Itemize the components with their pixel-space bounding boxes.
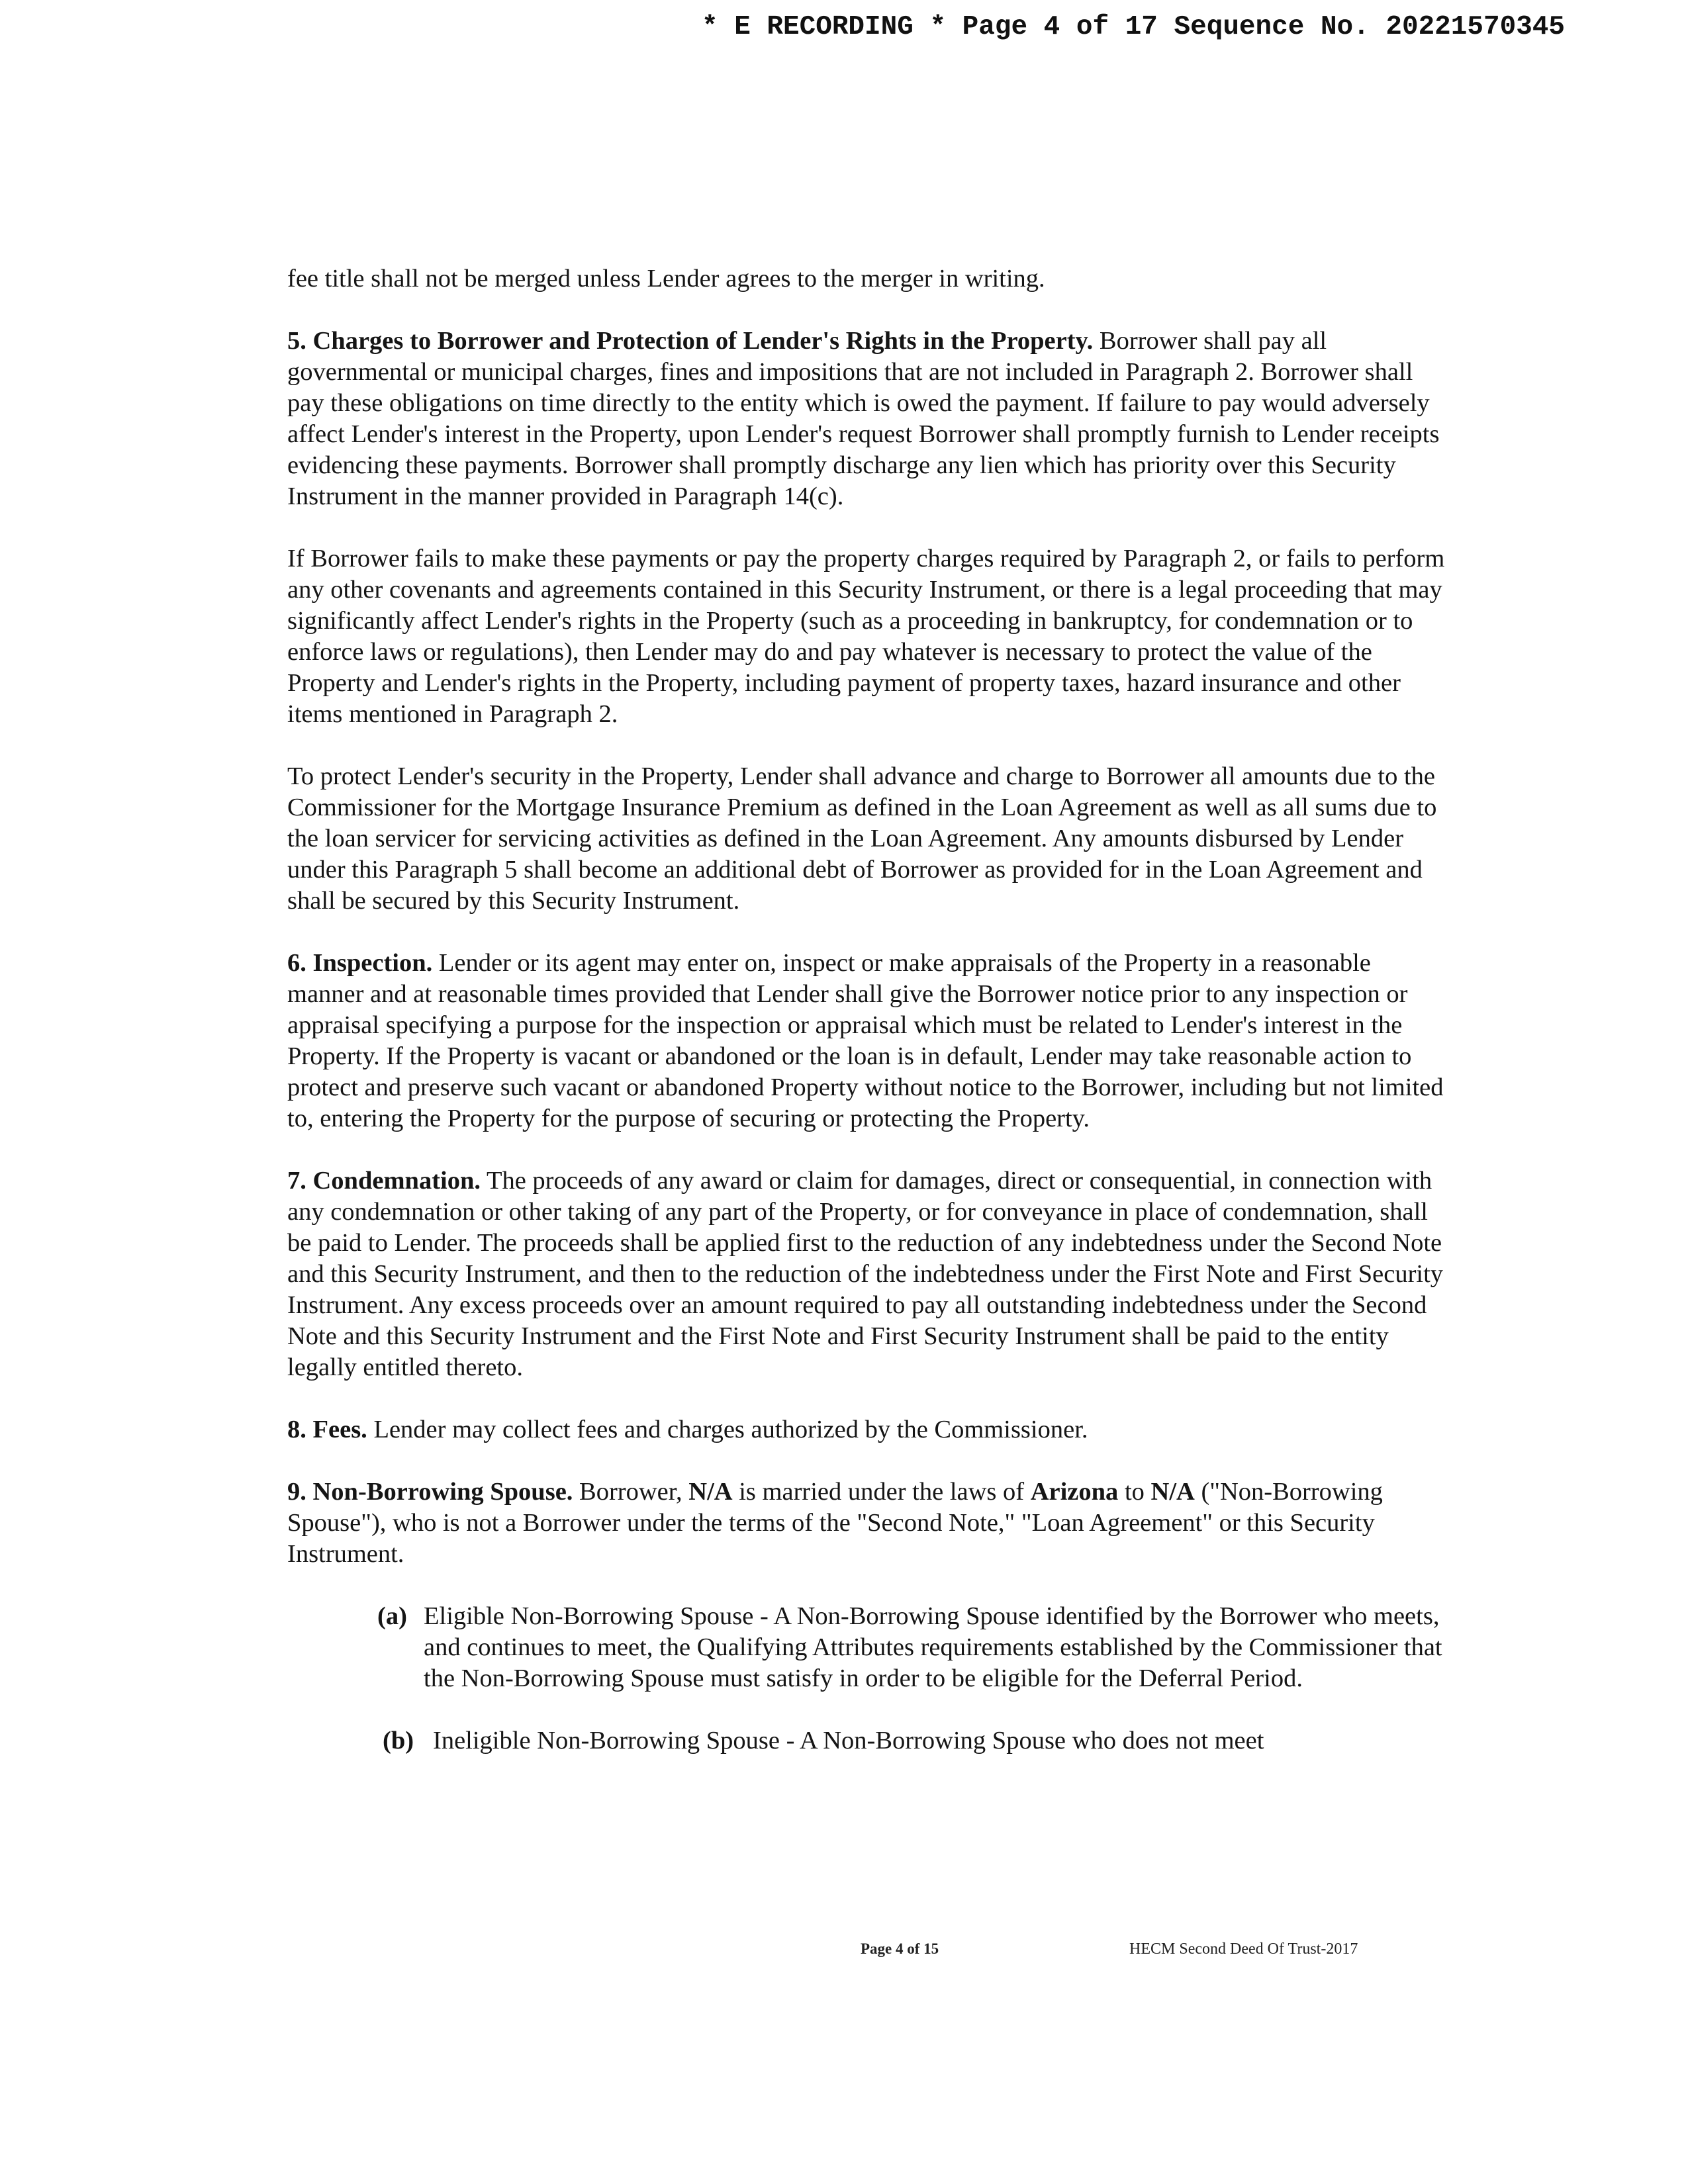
subsection-a bbox=[287, 1601, 1452, 1694]
borrower-name: N/A bbox=[688, 1478, 733, 1506]
subsection-b-text: Ineligible Non-Borrowing Spouse - A Non-Borrowing Spouse who does not meet bbox=[433, 1727, 1264, 1754]
section-5-text: Borrower shall pay all governmental or municipal charges, fines and impositions that are not included in Paragraph 2. Borrower shall pay these obligations on time directly to the entity which is owed the payment. If failure to pay would adversely affect Lender's interest in the Property, upon Lender's request Borrower shall promptly furnish to Lender receipts evidencing these payments. Borrower shall promptly discharge any lien which has priority over this Security Instrument in the manner provided in Paragraph 14(c). bbox=[287, 327, 1440, 510]
recording-header: * E RECORDING * Page 4 of 17 Sequence No. 20221570345 bbox=[702, 12, 1566, 42]
section-6-heading: 6. Inspection. bbox=[287, 949, 433, 977]
continuation-paragraph: fee title shall not be merged unless Lender agrees to the merger in writing. bbox=[287, 265, 1045, 293]
section-8-heading: 8. Fees. bbox=[287, 1416, 367, 1443]
section-7-paragraph bbox=[287, 1165, 1452, 1383]
spouse-name: N/A bbox=[1150, 1478, 1195, 1506]
section-9-heading: 9. Non-Borrowing Spouse. bbox=[287, 1478, 573, 1506]
section-5-paragraph-3: To protect Lender's security in the Property, Lender shall advance and charge to Borrower all amounts due to the Commissioner for the Mortgage Insurance Premium as defined in the Loan Agreement as well as all sums due to the loan servicer for servicing activities as defined in the Loan Agreement. Any amounts disbursed by Lender under this Paragraph 5 shall become an additional debt of Borrower as provided for in the Loan Agreement and shall be secured by this Security Instrument. bbox=[287, 762, 1437, 915]
section-9-text-3: to bbox=[1118, 1478, 1151, 1506]
section-8-paragraph bbox=[287, 1414, 1452, 1445]
section-6-paragraph bbox=[287, 948, 1452, 1134]
section-6-text: Lender or its agent may enter on, inspect or make appraisals of the Property in a reasonable manner and at reasonable times provided that Lender shall give the Borrower notice prior to any inspection or appraisal specifying a purpose for the inspection or appraisal which must be related to Lender's interest in the Property. If the Property is vacant or abandoned or the loan is in default, Lender may take reasonable action to protect and preserve such vacant or abandoned Property without notice to the Borrower, including but not limited to, entering the Property for the purpose of securing or protecting the Property. bbox=[287, 949, 1444, 1132]
section-9-text-1: Borrower, bbox=[573, 1478, 689, 1506]
section-7-text: The proceeds of any award or claim for damages, direct or consequential, in connection with any condemnation or other taking of any part of the Property, or for conveyance in place of condemnation, shall be paid to Lender. The proceeds shall be applied first to the reduction of any indebtedness under the Second Note and this Security Instrument, and then to the reduction of the indebtedness under the First Note and First Security Instrument. Any excess proceeds over an amount required to pay all outstanding indebtedness under the Second Note and this Security Instrument and the First Note and First Security Instrument shall be paid to the entity legally entitled thereto. bbox=[287, 1167, 1444, 1381]
section-5-paragraph bbox=[287, 326, 1452, 512]
section-5-paragraph-2: If Borrower fails to make these payments or pay the property charges required by Paragraph 2, or fails to perform any other covenants and agreements contained in this Security Instrument, or there is a legal proceeding that may significantly affect Lender's rights in the Property (such as a proceeding in bankruptcy, for condemnation or to enforce laws or regulations), then Lender may do and pay whatever is necessary to protect the value of the Property and Lender's rights in the Property, including payment of property taxes, hazard insurance and other items mentioned in Paragraph 2. bbox=[287, 545, 1445, 728]
footer-document-title: HECM Second Deed Of Trust-2017 bbox=[1129, 1940, 1358, 1958]
section-9-text-4: ("Non-Borrowing Spouse"), who is not a Borrower under the terms of the "Second Note," "Loan Agreement" or this Security Instrument. bbox=[287, 1478, 1383, 1568]
section-9-text-2: is married under the laws of bbox=[732, 1478, 1031, 1506]
section-9-paragraph bbox=[287, 1477, 1452, 1570]
state-name: Arizona bbox=[1030, 1478, 1119, 1506]
section-5-heading: 5. Charges to Borrower and Protection of Lender's Rights in the Property. bbox=[287, 327, 1094, 355]
section-8-text: Lender may collect fees and charges authorized by the Commissioner. bbox=[367, 1416, 1088, 1443]
subsection-a-text: Eligible Non-Borrowing Spouse - A Non-Borrowing Spouse identified by the Borrower who meets, and continues to meet, the Qualifying Attributes requirements established by the Commissioner that the Non-Borrowing Spouse must satisfy in order to be eligible for the Deferral Period. bbox=[424, 1602, 1442, 1692]
footer-page-number: Page 4 of 15 bbox=[861, 1940, 939, 1957]
document-body bbox=[287, 263, 1452, 1788]
subsection-a-label: (a) bbox=[377, 1602, 407, 1630]
section-7-heading: 7. Condemnation. bbox=[287, 1167, 481, 1195]
subsection-b-label: (b) bbox=[383, 1727, 414, 1754]
subsection-b bbox=[287, 1725, 1452, 1756]
